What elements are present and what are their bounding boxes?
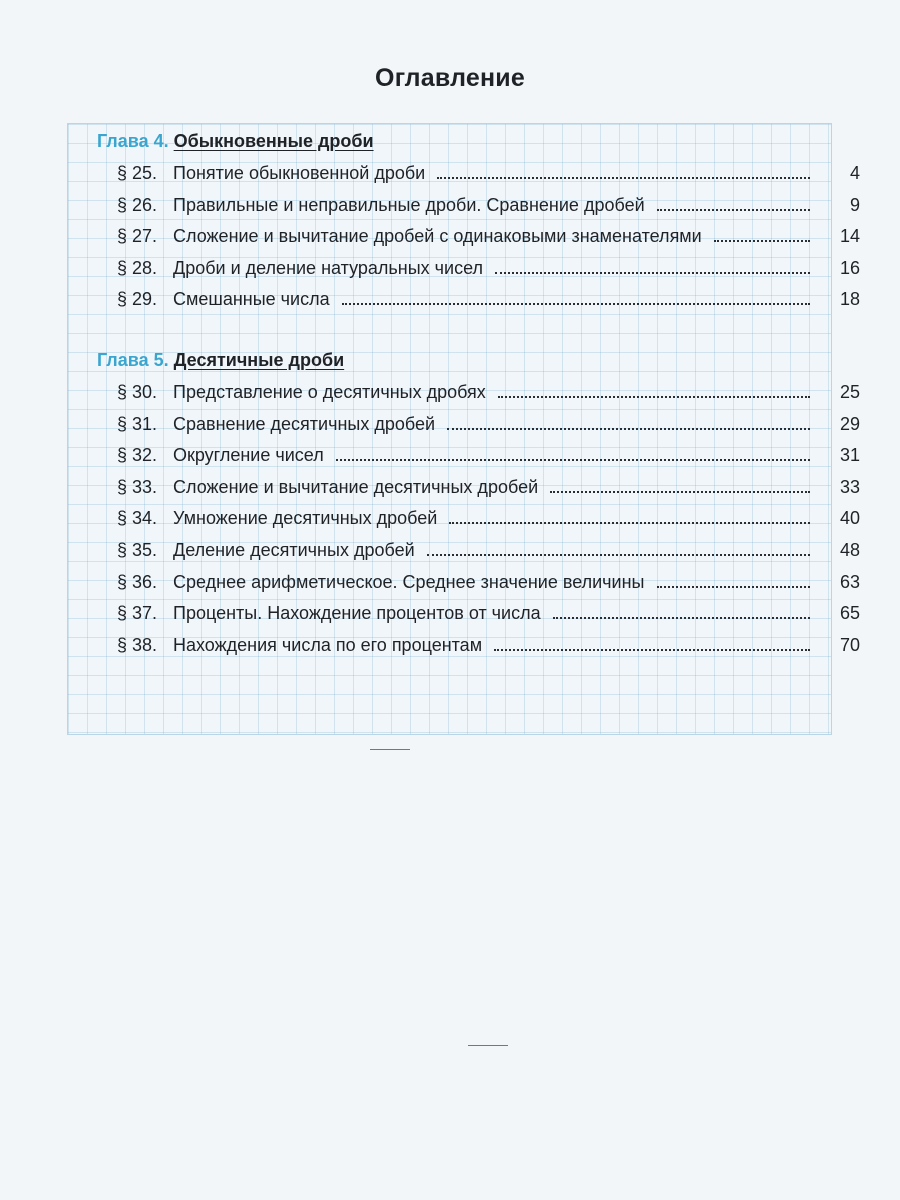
section-number: § 27.	[117, 226, 158, 247]
toc-entry[interactable]	[117, 258, 860, 290]
section-number: § 25.	[117, 163, 158, 183]
dot-leader	[657, 585, 811, 588]
chapter-heading	[97, 350, 344, 371]
dot-leader	[550, 490, 810, 493]
dot-leader	[714, 239, 810, 242]
section-number: § 30.	[117, 382, 158, 402]
toc-entry[interactable]	[117, 289, 860, 321]
page-number: 25	[839, 382, 860, 402]
toc-entry[interactable]	[117, 540, 860, 572]
dot-leader	[553, 616, 810, 619]
page-number: 48	[839, 539, 860, 560]
toc-list	[117, 382, 860, 666]
page-number: 4	[849, 163, 860, 183]
toc-list	[117, 163, 860, 321]
page-title: Оглавление	[375, 64, 525, 92]
dot-leader	[449, 521, 810, 524]
page-number: 16	[839, 257, 860, 278]
chapter-number: Глава 5.	[97, 350, 169, 370]
section-number: § 38.	[117, 634, 158, 655]
section-title: Смешанные числа	[173, 289, 330, 310]
toc-entry[interactable]	[117, 508, 860, 540]
toc-entry[interactable]	[117, 635, 860, 667]
section-number: § 36.	[117, 571, 158, 592]
toc-entry[interactable]	[117, 163, 860, 195]
section-number: § 33.	[117, 476, 158, 497]
section-title: Сложение и вычитание дробей с одинаковыми знаменателями	[173, 226, 702, 247]
toc-entry[interactable]	[117, 226, 860, 258]
dot-leader	[498, 395, 810, 398]
section-title: Сложение и вычитание десятичных дробей	[173, 476, 539, 497]
page-number: 29	[839, 413, 860, 434]
dot-leader	[427, 553, 810, 556]
dot-leader	[447, 427, 810, 430]
section-title: Понятие обыкновенной дроби	[173, 163, 426, 183]
section-title: Умножение десятичных дробей	[173, 508, 438, 529]
section-title: Нахождения числа по его процентам	[173, 634, 483, 655]
dot-leader	[494, 648, 810, 651]
chapter-name: Обыкновенные дроби	[173, 131, 374, 151]
dot-leader	[342, 302, 810, 305]
page-number: 18	[839, 289, 860, 310]
dot-leader	[336, 458, 810, 461]
page-number: 65	[839, 603, 860, 624]
toc-entry[interactable]	[117, 603, 860, 635]
section-number: § 28.	[117, 257, 158, 278]
section-number: § 37.	[117, 603, 158, 624]
dot-leader	[437, 176, 810, 179]
chapter-heading	[97, 131, 374, 152]
section-title: Представление о десятичных дробях	[173, 382, 486, 402]
section-title: Округление чисел	[173, 445, 324, 466]
toc-entry[interactable]	[117, 445, 860, 477]
section-title: Деление десятичных дробей	[173, 539, 415, 560]
page-number: 14	[839, 226, 860, 247]
page-number: 9	[849, 194, 860, 215]
separator-rule	[370, 749, 410, 750]
page-number: 33	[839, 476, 860, 497]
toc-entry[interactable]	[117, 572, 860, 604]
section-title: Сравнение десятичных дробей	[173, 413, 436, 434]
section-number: § 26.	[117, 194, 158, 215]
section-title: Правильные и неправильные дроби. Сравнение дробей	[173, 194, 645, 215]
page-number: 63	[839, 571, 860, 592]
toc-entry[interactable]	[117, 414, 860, 446]
section-number: § 29.	[117, 289, 158, 310]
toc-entry[interactable]	[117, 382, 860, 414]
section-title: Среднее арифметическое. Среднее значение величины	[173, 571, 645, 592]
section-title: Проценты. Нахождение процентов от числа	[173, 603, 541, 624]
dot-leader	[657, 208, 810, 211]
section-number: § 31.	[117, 413, 158, 434]
separator-rule	[468, 1045, 508, 1046]
section-title: Дроби и деление натуральных чисел	[173, 257, 483, 278]
toc-entry[interactable]	[117, 477, 860, 509]
page-number: 70	[839, 634, 860, 655]
section-number: § 32.	[117, 445, 158, 466]
page-number: 40	[839, 508, 860, 529]
page-number: 31	[839, 445, 860, 466]
toc-entry[interactable]	[117, 195, 860, 227]
chapter-number: Глава 4.	[97, 131, 169, 151]
section-number: § 34.	[117, 508, 158, 529]
chapter-name: Десятичные дроби	[173, 350, 345, 370]
section-number: § 35.	[117, 539, 158, 560]
dot-leader	[495, 271, 810, 274]
